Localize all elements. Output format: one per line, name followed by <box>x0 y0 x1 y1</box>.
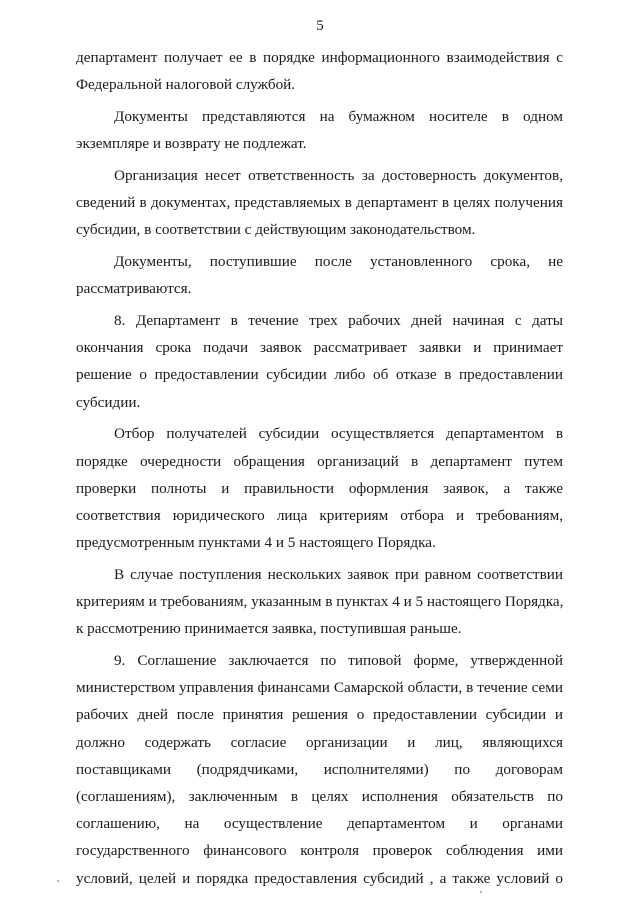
text-line: окончания срока подачи заявок рассматривает заявки и принимает <box>76 339 563 357</box>
text-line: к рассмотрению принимается заявка, поступившая раньше. <box>76 620 462 638</box>
text-line: (соглашениям), заключенным в целях исполнения обязательств по <box>76 788 563 806</box>
text-line: проверки полноты и правильности оформления заявок, а также <box>76 479 563 497</box>
document-body <box>76 44 563 896</box>
scan-speck <box>480 891 482 893</box>
paragraph <box>76 561 563 643</box>
text-line: должно содержать согласие организации и лиц, являющихся <box>76 733 563 751</box>
text-line: Федеральной налоговой службой. <box>76 76 296 94</box>
text-line: субсидии, в соответствии с действующим законодательством. <box>76 221 476 239</box>
scan-speck <box>57 880 59 882</box>
page-number: 5 <box>316 18 324 34</box>
paragraph <box>76 307 563 416</box>
text-line: поставщиками (подрядчиками, исполнителями) по договорам <box>76 760 563 778</box>
text-line: 8. Департамент в течение трех рабочих дней начиная с даты <box>114 312 563 330</box>
text-line: субсидии. <box>76 393 141 411</box>
text-line: департамент получает ее в порядке информационного взаимодействия с <box>76 49 563 66</box>
text-line: Отбор получателей субсидии осуществляется департаментом в <box>114 425 563 443</box>
text-line: рабочих дней после принятия решения о предоставлении субсидии и <box>76 706 563 724</box>
text-line: решение о предоставлении субсидии либо об отказе в предоставлении <box>76 366 563 384</box>
text-line: соответствия юридического лица критериям отбора и требованиям, <box>76 506 563 524</box>
paragraph <box>76 647 563 892</box>
paragraph <box>76 162 563 244</box>
text-line: В случае поступления нескольких заявок при равном соответствии <box>114 565 563 583</box>
paragraph <box>76 420 563 556</box>
text-line: министерством управления финансами Самарской области, в течение семи <box>76 679 563 697</box>
text-line: экземпляре и возврату не подлежат. <box>76 135 307 153</box>
text-line: Организация несет ответственность за достоверность документов, <box>114 166 563 184</box>
text-line: порядке очередности обращения организаций в департамент путем <box>76 452 563 470</box>
text-line: сведений в документах, представляемых в департамент в целях получения <box>76 194 563 212</box>
text-line: Документы представляются на бумажном носителе в одном <box>114 107 563 125</box>
paragraph <box>76 248 563 302</box>
paragraph <box>76 103 563 157</box>
paragraph <box>76 44 563 98</box>
text-line: рассматриваются. <box>76 280 192 298</box>
text-line: условий, целей и порядка предоставления субсидий , а также условий о <box>76 869 563 887</box>
text-line: 9. Соглашение заключается по типовой форме, утвержденной <box>114 652 563 670</box>
text-line: соглашению, на осуществление департаментом и органами <box>76 815 563 833</box>
text-line: критериям и требованиям, указанным в пунктах 4 и 5 настоящего Порядка, <box>76 593 564 611</box>
text-line: Документы, поступившие после установленного срока, не <box>114 253 563 271</box>
text-line: предусмотренным пунктами 4 и 5 настоящего Порядка. <box>76 534 436 552</box>
text-line: государственного финансового контроля проверок соблюдения ими <box>76 842 563 860</box>
